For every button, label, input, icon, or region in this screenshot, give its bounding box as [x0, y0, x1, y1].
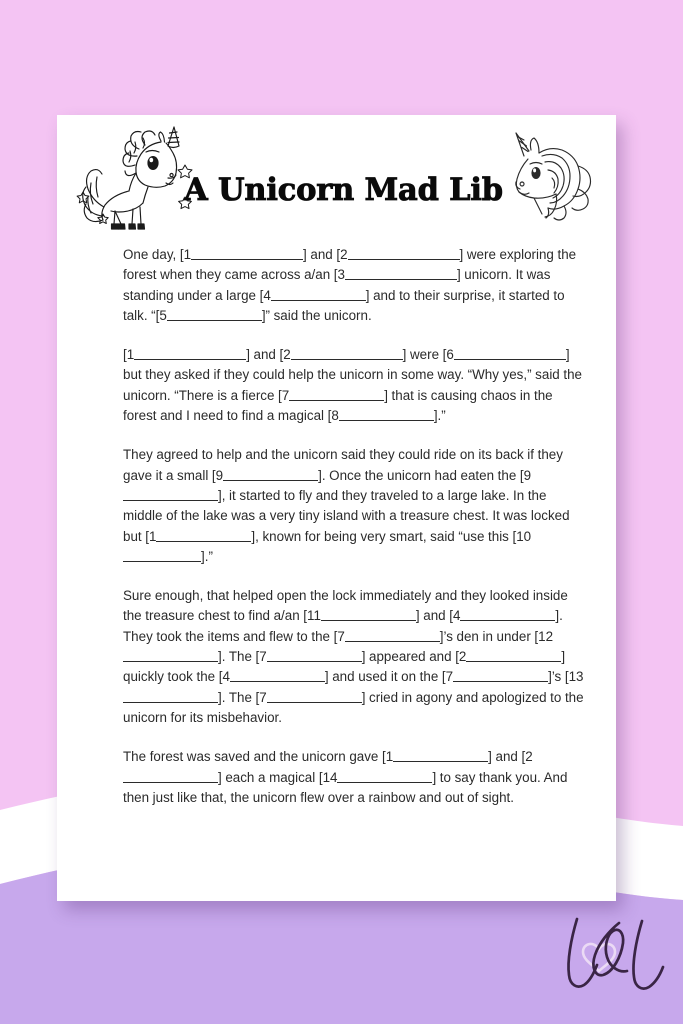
story-text: ]’s den in under [: [439, 628, 539, 644]
story-text: [: [123, 347, 127, 363]
paragraph-5: [123, 747, 585, 808]
story-text: Sure enough, that helped open the lock immediately and they looked inside the treasure chest to find a/an [: [123, 588, 568, 624]
paragraph-4: [123, 586, 585, 728]
story-text: ] to say thank you. And then just like that, the unicorn flew over a rainbow and out of sight.: [123, 769, 568, 805]
blank-number: 4: [452, 608, 461, 624]
blank-number: 4: [222, 669, 230, 685]
story-text: ] quickly took the [: [123, 649, 566, 685]
story-text: ].”: [201, 548, 213, 564]
blank-number: 2: [340, 247, 348, 262]
blank-number: 10: [516, 528, 532, 544]
brand-logo: [541, 905, 673, 1001]
fill-in-blank-4[interactable]: [271, 287, 366, 300]
fill-in-blank-13[interactable]: [123, 689, 218, 702]
story-text: ] and to their surprise, it started to talk. “[: [123, 287, 565, 323]
story-text: ] but they asked if they could help the unicorn in some way. “Why yes,” said the unicorn. “There is a fierce [: [123, 347, 582, 403]
fill-in-blank-2[interactable]: [348, 247, 460, 260]
fill-in-blank-4[interactable]: [460, 608, 555, 621]
blank-number: 2: [283, 347, 291, 363]
story-text: ] and [: [415, 608, 453, 624]
blank-number: 5: [159, 307, 167, 323]
worksheet-page: [57, 115, 616, 901]
blank-number: 1: [148, 528, 157, 544]
story-text: ]. The [: [218, 689, 260, 705]
fill-in-blank-1[interactable]: [191, 247, 303, 260]
blank-number: 7: [445, 669, 454, 685]
blank-number: 7: [281, 387, 290, 403]
story-text: ].”: [433, 408, 446, 424]
story-text: ] cried in agony and apologized to the unicorn for its misbehavior.: [123, 689, 584, 725]
fill-in-blank-7[interactable]: [267, 689, 362, 702]
fill-in-blank-8[interactable]: [339, 408, 434, 421]
fill-in-blank-9[interactable]: [123, 488, 218, 501]
fill-in-blank-9[interactable]: [223, 467, 318, 480]
fill-in-blank-11[interactable]: [321, 608, 416, 621]
blank-number: 14: [322, 769, 338, 785]
blank-number: 2: [458, 649, 467, 665]
blank-number: 9: [523, 467, 532, 483]
story-text: ], it started to fly and they traveled to a large lake. In the middle of the lake was a very tiny island with a treasure chest. It was locked but [: [123, 487, 570, 544]
fill-in-blank-10[interactable]: [123, 549, 201, 562]
story-text: ] that is causing chaos in the forest and I need to find a magical [: [123, 387, 553, 424]
story-text: ]. They took the items and flew to the [: [123, 608, 563, 644]
story-text: ] were exploring the forest when they came across a/an [: [123, 247, 577, 283]
story-text: ] appeared and [: [361, 649, 459, 665]
story-text: They agreed to help and the unicorn said they could ride on its back if they gave it a small [: [123, 447, 563, 483]
story-text: ]” said the unicorn.: [261, 307, 372, 323]
blank-number: 1: [126, 347, 135, 363]
blank-number: 12: [538, 628, 554, 644]
blank-number: 1: [385, 749, 394, 765]
paragraph-1: [123, 245, 585, 326]
fill-in-blank-7[interactable]: [289, 387, 384, 400]
mad-lib-body: [123, 245, 585, 808]
blank-number: 13: [568, 669, 584, 685]
blank-number: 7: [259, 689, 267, 705]
blank-number: 1: [183, 247, 192, 262]
fill-in-blank-2[interactable]: [291, 347, 403, 360]
blank-number: 4: [263, 287, 271, 303]
story-text: ]. The [: [218, 649, 260, 665]
story-text: The forest was saved and the unicorn gave [: [123, 749, 386, 765]
blank-number: 8: [331, 408, 339, 424]
worksheet-header: [57, 115, 616, 237]
fill-in-blank-1[interactable]: [134, 347, 246, 360]
fill-in-blank-4[interactable]: [230, 669, 325, 682]
story-text: ]. Once the unicorn had eaten the [: [318, 467, 524, 483]
fill-in-blank-2[interactable]: [466, 649, 561, 662]
story-text: ] unicorn. It was standing under a large [: [123, 267, 551, 303]
story-text: One day, [: [123, 247, 184, 262]
fill-in-blank-5[interactable]: [167, 308, 262, 321]
story-text: ] and [: [246, 347, 284, 363]
story-text: ] and used it on the [: [324, 669, 446, 685]
fill-in-blank-1[interactable]: [393, 749, 488, 762]
page-title: A Unicorn Mad Lib: [184, 172, 503, 208]
blank-number: 11: [307, 608, 321, 624]
fill-in-blank-1[interactable]: [156, 528, 251, 541]
fill-in-blank-6[interactable]: [454, 347, 566, 360]
blank-number: 2: [525, 749, 533, 765]
fill-in-blank-12[interactable]: [123, 649, 218, 662]
fill-in-blank-7[interactable]: [453, 669, 548, 682]
fill-in-blank-7[interactable]: [345, 628, 440, 641]
paragraph-2: [123, 345, 585, 426]
story-text: ] each a magical [: [218, 769, 323, 785]
blank-number: 3: [337, 267, 345, 283]
blank-number: 7: [259, 649, 267, 665]
story-text: ] were [: [402, 347, 447, 363]
story-text: ] and [: [488, 749, 526, 765]
paragraph-3: [123, 445, 585, 567]
story-text: ] and [: [303, 247, 341, 262]
blank-number: 6: [446, 347, 454, 363]
fill-in-blank-14[interactable]: [337, 769, 432, 782]
fill-in-blank-2[interactable]: [123, 769, 218, 782]
story-text: ]’s [: [548, 669, 569, 685]
fill-in-blank-7[interactable]: [267, 649, 362, 662]
blank-number: 7: [337, 628, 345, 644]
blank-number: 9: [215, 467, 224, 483]
fill-in-blank-3[interactable]: [345, 267, 457, 280]
story-text: ], known for being very smart, said “use this [: [251, 528, 517, 544]
